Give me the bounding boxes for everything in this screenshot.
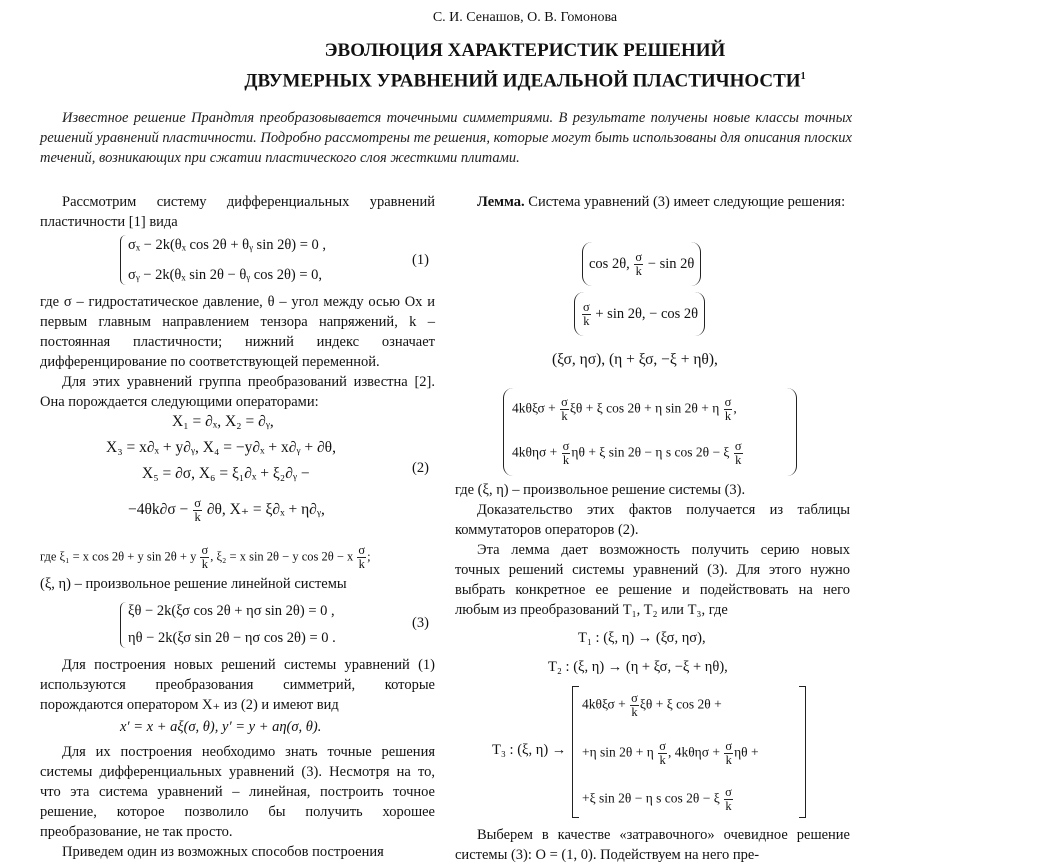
operators-line-1: X₁ = ∂ₓ, X₂ = ∂ᵧ,	[172, 413, 274, 430]
bracket-left-ticks	[573, 686, 579, 818]
equation-number-1: (1)	[412, 252, 429, 268]
equation-3-line-2: ηθ − 2k(ξσ sin 2θ − ησ cos 2θ) = 0 .	[128, 630, 336, 646]
left-text-block-2	[40, 292, 435, 412]
brace	[120, 235, 127, 285]
abstract: Известное решение Прандтля преобразовывается точечными симметриями. В результате получены новые классы точных решений уравнений пластичности. Подробно рассмотрены те решения, которые могут быть использованы для описания плоских течений, возникающих при сжатии пластического слоя жесткими плитами.	[40, 110, 852, 166]
operators-line-2: X₃ = x∂ₓ + y∂ᵧ, X₄ = −y∂ₓ + x∂ᵧ + ∂θ,	[106, 439, 336, 456]
solution-3: (ξσ, ησ), (η + ξσ, −ξ + ηθ),	[552, 351, 718, 368]
right-text-block-2	[455, 480, 850, 620]
fraction: $\frac{\sigma}{k}$	[725, 785, 732, 813]
transform-t3-label: T₃ : (ξ, η) →	[492, 742, 567, 758]
transform-t3-line-3: +ξ sin 2θ − η s cos 2θ − ξ $\frac{\sigma}{k}$	[582, 785, 732, 813]
equation-number-2: (2)	[412, 460, 429, 476]
paragraph: Приведем один из возможных способов построения	[62, 844, 384, 860]
solution-2: $\frac{\sigma}{k}$ + sin 2θ, − cos 2θ	[574, 292, 705, 336]
fraction: $\frac{\sigma}{k}$	[725, 739, 733, 767]
paragraph: Для построения новых решений системы уравнений (1) используются преобразования симметрий, которые порождаются оператором X₊ из (2) и имеют вид	[40, 657, 435, 713]
footnote-mark: 1	[800, 71, 806, 82]
transform-t3-line-2: +η sin 2θ + η $\frac{\sigma}{k}$ , 4kθησ + $\frac{\sigma}{k}$ ηθ +	[582, 739, 759, 767]
authors: С. И. Сенашов, О. В. Гомонова	[432, 10, 618, 25]
fraction: $\frac{\sigma}{k}$	[201, 543, 209, 571]
fraction: $\frac{\sigma}{k}$	[659, 739, 666, 767]
xi-definitions: где ξ₁ = x cos 2θ + y sin 2θ + y $\frac{\sigma}{k}$ , ξ₂ = x sin 2θ − y cos 2θ − x $\frac{\sigma}{k}$ ;	[40, 543, 371, 571]
right-column	[455, 192, 850, 212]
lemma: Лемма. Система уравнений (3) имеет следующие решения:	[477, 194, 846, 210]
transform-t1: T₁ : (ξ, η) → (ξσ, ησ),	[578, 630, 706, 646]
equation-number-3: (3)	[412, 615, 429, 631]
paragraph: Для их построения необходимо знать точные решения системы дифференциальных уравнений (3). Несмотря на то, что эта система уравнений – линейная, построить точное решение, которое позволило бы получить хорошее преобразование, не так просто.	[40, 744, 435, 840]
paragraph: где (ξ, η) – произвольное решение системы (3).	[455, 482, 746, 498]
operators-line-3: X₅ = ∂σ, X₆ = ξ₁∂ₓ + ξ₂∂ᵧ −	[142, 465, 310, 482]
equation-1-line-1: σₓ − 2k(θₓ cos 2θ + θᵧ sin 2θ) = 0 ,	[128, 237, 327, 253]
fraction: $\frac{\sigma}{k}$	[724, 395, 732, 423]
paragraph: где σ – гидростатическое давление, θ – угол между осью Ox и первым главным направлением тензора напряжений, k – постоянная пластичности; нижний индекс означает дифференцирование по соответствующей переменной.	[40, 294, 435, 370]
transform-t2: T₂ : (ξ, η) → (η + ξσ, −ξ + ηθ),	[548, 659, 728, 675]
paragraph: Для этих уравнений группа преобразований известна [2]. Она порождается следующими операторами:	[40, 374, 435, 410]
transformation: x′ = x + aξ(σ, θ), y′ = y + aη(σ, θ).	[120, 719, 322, 735]
fraction: $\frac{\sigma}{k}$	[734, 439, 742, 467]
paper-title	[0, 38, 1050, 94]
right-text-block-3	[455, 825, 850, 865]
title-line-2: ДВУМЕРНЫХ УРАВНЕНИЙ ИДЕАЛЬНОЙ ПЛАСТИЧНОСТИ$^1$	[244, 70, 806, 92]
solution-4-line-2: 4kθησ + $\frac{\sigma}{k}$ ηθ + ξ sin 2θ − η s cos 2θ − ξ $\frac{\sigma}{k}$	[512, 439, 742, 467]
left-text-block-4	[40, 742, 435, 862]
fraction: $\frac{\sigma}{k}$	[583, 300, 590, 329]
fraction: $\frac{\sigma}{k}$	[631, 691, 638, 719]
solution-1: cos 2θ, $\frac{\sigma}{k}$ − sin 2θ	[582, 242, 701, 286]
title-line-1: ЭВОЛЮЦИЯ ХАРАКТЕРИСТИК РЕШЕНИЙ	[324, 40, 726, 61]
left-column	[40, 192, 435, 232]
transform-t3-line-1: 4kθξσ + $\frac{\sigma}{k}$ ξθ + ξ cos 2θ +	[582, 691, 722, 719]
paragraph: Доказательство этих фактов получается из таблицы коммутаторов операторов (2).	[455, 502, 850, 538]
solution-4-line-1: 4kθξσ + $\frac{\sigma}{k}$ ξθ + ξ cos 2θ + η sin 2θ + η $\frac{\sigma}{k}$ ,	[512, 395, 737, 423]
fraction: $\frac{\sigma}{k}$	[562, 439, 570, 467]
paragraph: Рассмотрим систему дифференциальных уравнений пластичности [1] вида	[40, 194, 435, 230]
equation-1-line-2: σᵧ − 2k(θₓ sin 2θ − θᵧ cos 2θ) = 0,	[128, 267, 323, 283]
equation-3-line-1: ξθ − 2k(ξσ cos 2θ + ησ sin 2θ) = 0 ,	[128, 603, 335, 619]
paragraph: Эта лемма дает возможность получить серию новых точных решений системы уравнений (3). Для этого нужно выбрать конкретное ее решение и подействовать на него любым из преобразований T₁, T₂ или T₃, где	[455, 542, 850, 618]
fraction: $\frac{\sigma}{k}$	[635, 250, 643, 279]
fraction: $\frac{\sigma}{k}$	[194, 496, 201, 524]
fraction: $\frac{\sigma}{k}$	[561, 395, 568, 423]
bracket-right-ticks	[799, 686, 805, 818]
operators-line-4: −4θk∂σ − $\frac{\sigma}{k}$ ∂θ, X₊ = ξ∂ₓ + η∂ᵧ,	[128, 496, 325, 524]
left-text-block-3	[40, 655, 435, 715]
paragraph: Выберем в качестве «затравочного» очевидное решение системы (3): O = (1, 0). Подействуем на него пре-	[455, 827, 850, 863]
brace	[120, 602, 127, 648]
paragraph: (ξ, η) – произвольное решение линейной системы	[40, 576, 347, 592]
fraction: $\frac{\sigma}{k}$	[358, 543, 366, 571]
